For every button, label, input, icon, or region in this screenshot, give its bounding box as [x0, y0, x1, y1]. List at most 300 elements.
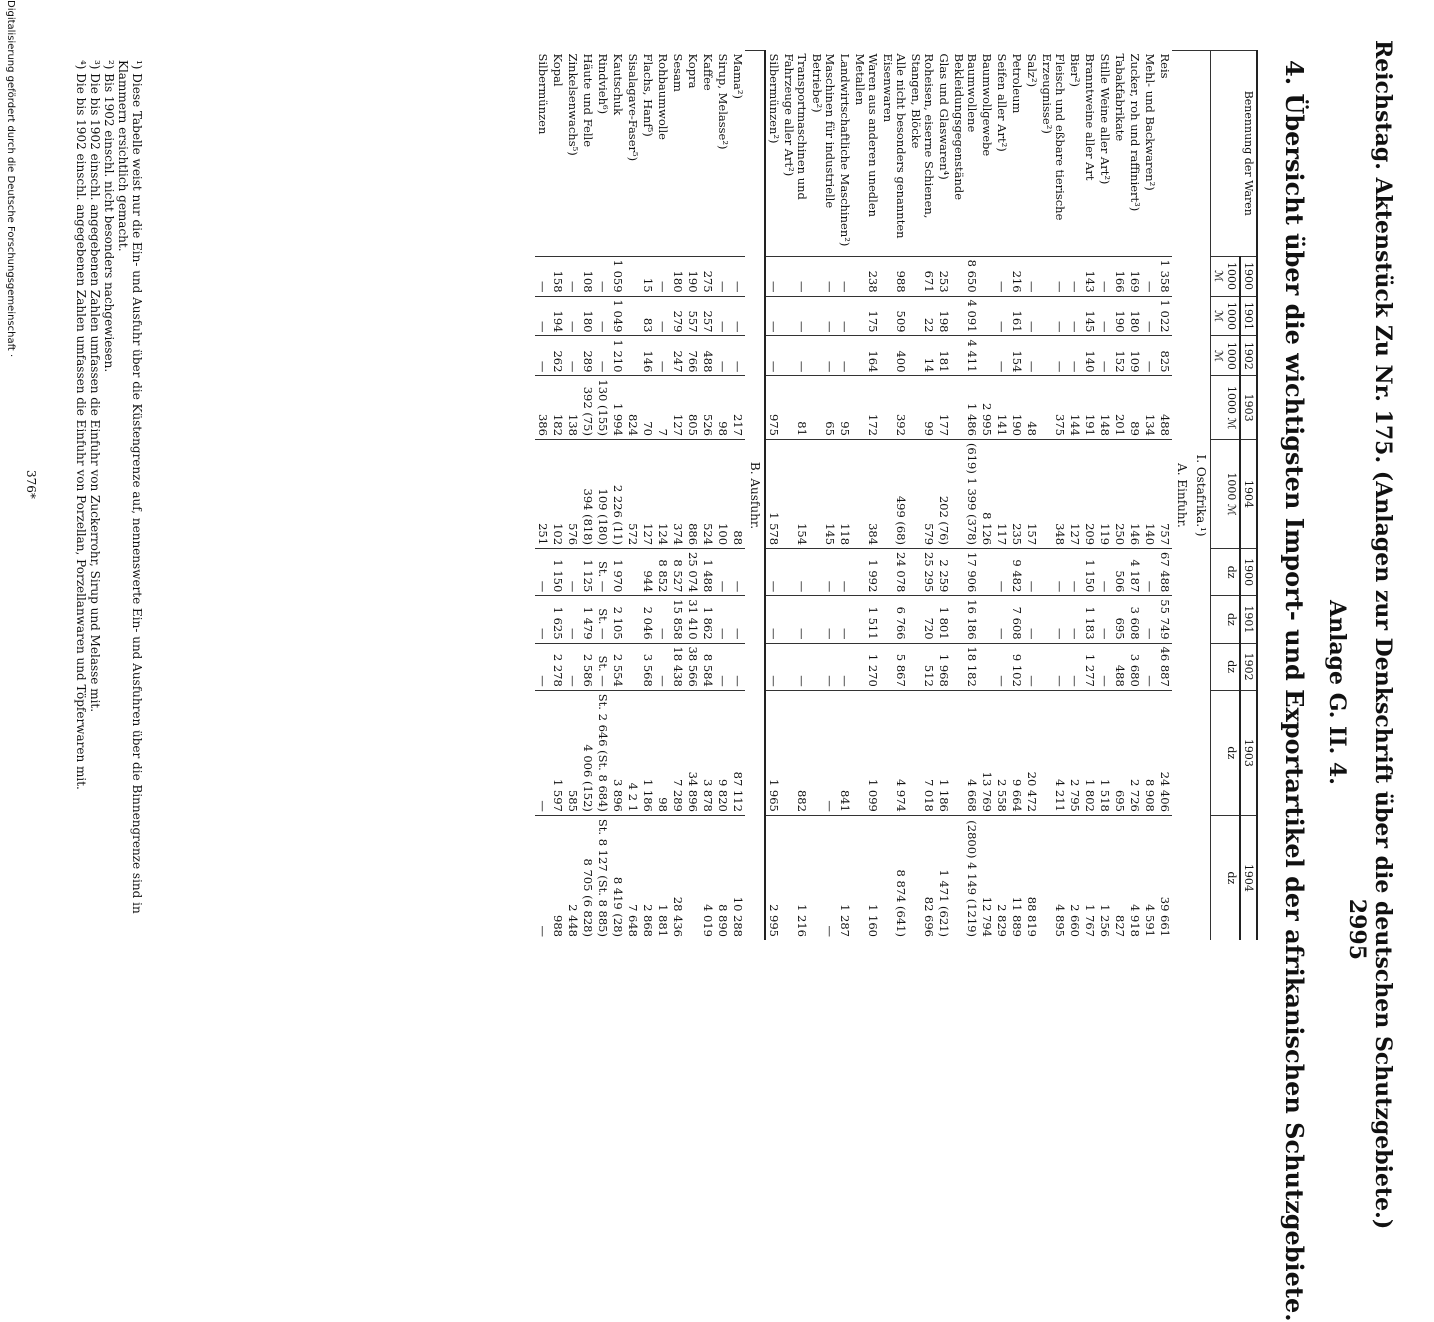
value-cell — [979, 296, 994, 336]
value-cell: 526 — [700, 376, 715, 440]
value-cell: 886 — [685, 439, 700, 548]
value-cell: 1 486 — [951, 376, 979, 440]
value-cell: 1 511 — [852, 596, 880, 643]
value-cell: 17 906 — [951, 549, 979, 596]
value-cell: — — [730, 336, 745, 376]
value-cell: — — [715, 596, 730, 643]
goods-label: Silbermünzen²) — [767, 53, 781, 144]
value-cell: 161 — [1009, 296, 1024, 336]
value-cell: 2 586 — [580, 643, 595, 690]
value-cell: 695 — [1112, 690, 1127, 815]
value-cell: — — [715, 643, 730, 690]
value-cell: 88 819 — [1024, 815, 1039, 940]
goods-label: Reis — [1158, 53, 1172, 79]
goods-label: Landwirtschaftliche Maschinen²) — [838, 53, 852, 247]
value-cell: 262 — [550, 336, 565, 376]
unit-header: 1000 ℳ — [1211, 336, 1241, 376]
value-cell: 805 — [685, 376, 700, 440]
value-cell: — — [1039, 256, 1067, 296]
value-cell: — — [535, 643, 550, 690]
section-heading: A. Einfuhr. — [1172, 51, 1191, 941]
value-cell: — — [994, 643, 1009, 690]
table-row — [1112, 51, 1127, 941]
value-cell: — — [1142, 256, 1157, 296]
value-cell: 488 — [700, 336, 715, 376]
value-cell: 154 — [781, 439, 809, 548]
value-cell: 1 210 — [610, 336, 625, 376]
value-cell: — — [781, 296, 809, 336]
value-cell: 1 479 — [580, 596, 595, 643]
value-cell: 251 — [535, 439, 550, 548]
value-cell: — — [715, 296, 730, 336]
value-cell: 1 256 — [1097, 815, 1112, 940]
value-cell: 117 — [994, 439, 1009, 548]
value-cell: — — [809, 256, 837, 296]
value-cell: — — [837, 596, 852, 643]
unit-header: dz — [1211, 690, 1241, 815]
value-cell: 24 406 — [1157, 690, 1172, 815]
table-row — [1024, 51, 1039, 941]
value-cell: 275 — [700, 256, 715, 296]
value-cell: 1 287 — [837, 815, 852, 940]
value-cell: 67 488 — [1157, 549, 1172, 596]
goods-label: Häute und Felle — [581, 53, 595, 148]
value-cell: — — [809, 336, 837, 376]
value-cell: 882 — [781, 690, 809, 815]
table-row — [1067, 51, 1082, 941]
value-cell: — — [837, 643, 852, 690]
value-cell: 164 — [852, 336, 880, 376]
value-cell: 180 — [670, 256, 685, 296]
value-cell: — — [655, 643, 670, 690]
table-row — [1009, 51, 1024, 941]
value-cell: 1 022 — [1157, 296, 1172, 336]
value-cell: 671 — [908, 256, 936, 296]
goods-label: Baumwollgewebe — [980, 53, 994, 157]
value-cell: 8 650 — [951, 256, 979, 296]
value-cell: 4 974 — [880, 690, 908, 815]
year-header: 1903 — [1240, 690, 1257, 815]
value-cell: 488 — [1112, 643, 1127, 690]
value-cell: 4 918 — [1127, 815, 1142, 940]
value-cell: — — [1067, 336, 1082, 376]
value-cell: — — [535, 815, 550, 940]
year-header: 1904 — [1240, 439, 1257, 548]
value-cell: 152 — [1112, 336, 1127, 376]
value-cell: 499 (68) — [880, 439, 908, 548]
value-cell: 7 289 — [670, 690, 685, 815]
value-cell: 1 597 — [550, 690, 565, 815]
table-row — [781, 51, 809, 941]
value-cell: 2 448 — [565, 815, 580, 940]
value-cell: 557 — [685, 296, 700, 336]
value-cell: 757 — [1157, 439, 1172, 548]
value-cell: — — [1142, 549, 1157, 596]
value-cell: 12 794 — [979, 815, 994, 940]
value-cell — [979, 256, 994, 296]
value-cell: 2 259 — [936, 549, 951, 596]
value-cell: — — [1067, 596, 1082, 643]
value-cell: — — [730, 296, 745, 336]
value-cell: 127 — [670, 376, 685, 440]
value-cell: — — [765, 596, 781, 643]
value-cell: — — [565, 296, 580, 336]
value-cell: 22 — [908, 296, 936, 336]
year-header: 1903 — [1240, 376, 1257, 440]
value-cell: (2800) 4 149 (1219) — [951, 815, 979, 940]
value-cell: 975 — [765, 376, 781, 440]
value-cell: 392 (75) — [580, 376, 595, 440]
value-cell: 1 186 — [936, 690, 951, 815]
table-row — [565, 51, 580, 941]
value-cell: 579 — [908, 439, 936, 548]
value-cell: 384 — [852, 439, 880, 548]
value-cell: 235 — [1009, 439, 1024, 548]
value-cell: 3 568 — [640, 643, 655, 690]
value-cell: 5 867 — [880, 643, 908, 690]
goods-label: Maschinen für industrielle Betriebe²) — [810, 53, 837, 209]
value-cell: 55 749 — [1157, 596, 1172, 643]
value-cell: 2 995 — [765, 815, 781, 940]
value-cell: 1 277 — [1082, 643, 1097, 690]
value-cell: (619) 1 399 (378) — [951, 439, 979, 548]
goods-header: Benennung der Waren — [1211, 51, 1258, 257]
value-cell: 157 — [1024, 439, 1039, 548]
value-cell: — — [1024, 296, 1039, 336]
section-row — [1191, 51, 1211, 941]
value-cell: 247 — [670, 336, 685, 376]
value-cell: 1 160 — [852, 815, 880, 940]
value-cell: 4 019 — [700, 815, 715, 940]
value-cell: — — [765, 549, 781, 596]
unit-header: 1000 ℳ — [1211, 376, 1241, 440]
goods-label: Roheisen, eiserne Schienen, Stangen, Blöcke — [909, 53, 936, 219]
value-cell: 2 660 — [1067, 815, 1082, 940]
value-cell: — — [595, 296, 610, 336]
page-number: 376* — [24, 470, 38, 499]
value-cell: 180 — [580, 296, 595, 336]
value-cell: — — [1097, 296, 1112, 336]
value-cell: 400 — [880, 336, 908, 376]
value-cell: 98 — [655, 690, 670, 815]
value-cell: — — [565, 596, 580, 643]
table-row — [1039, 51, 1067, 941]
value-cell: — — [994, 296, 1009, 336]
value-cell: — — [1024, 336, 1039, 376]
value-cell: St. — — [595, 643, 610, 690]
table-row — [670, 51, 685, 941]
value-cell: 20 472 — [1024, 690, 1039, 815]
value-cell: 190 — [685, 256, 700, 296]
value-cell: 217 — [730, 376, 745, 440]
value-cell: 348 — [1039, 439, 1067, 548]
goods-label: Seifen aller Art²) — [995, 53, 1009, 152]
year-header: 1902 — [1240, 643, 1257, 690]
value-cell: 8 705 (6 828) — [580, 815, 595, 940]
value-cell: 13 769 — [979, 690, 994, 815]
value-cell: — — [1067, 549, 1082, 596]
value-cell: — — [837, 549, 852, 596]
value-cell: 824 — [625, 376, 640, 440]
value-cell: 279 — [670, 296, 685, 336]
value-cell: — — [1142, 336, 1157, 376]
value-cell: 7 648 — [625, 815, 640, 940]
table-row — [580, 51, 595, 941]
year-header: 1900 — [1240, 256, 1257, 296]
goods-label: Kopal — [551, 53, 565, 87]
value-cell: 2 995 — [979, 376, 994, 440]
value-cell: 572 — [625, 439, 640, 548]
value-cell: St. — — [595, 596, 610, 643]
goods-label: Tabakfabrikate — [1113, 53, 1127, 142]
value-cell: — — [565, 549, 580, 596]
value-cell: 386 — [535, 376, 550, 440]
table-row — [700, 51, 715, 941]
table-row — [535, 51, 550, 941]
value-cell: — — [837, 296, 852, 336]
value-cell: 1 992 — [852, 549, 880, 596]
value-cell: 1 099 — [852, 690, 880, 815]
value-cell: 83 — [640, 296, 655, 336]
goods-label: Mehl- und Backwaren²) — [1143, 53, 1157, 191]
value-cell: 201 — [1112, 376, 1127, 440]
value-cell: 576 — [565, 439, 580, 548]
value-cell: 31 410 — [685, 596, 700, 643]
value-cell: 375 — [1039, 376, 1067, 440]
value-cell: 7 608 — [1009, 596, 1024, 643]
value-cell: 14 — [908, 336, 936, 376]
unit-header: 1000 ℳ — [1211, 439, 1241, 548]
value-cell: — — [1024, 643, 1039, 690]
value-cell: St. 2 646 (St. 8 684) — [595, 690, 610, 815]
value-cell: 98 — [715, 376, 730, 440]
value-cell — [979, 336, 994, 376]
table-row — [908, 51, 936, 941]
table-row — [1157, 51, 1172, 941]
value-cell: 1 862 — [700, 596, 715, 643]
table-row — [936, 51, 951, 941]
value-cell: 148 — [1097, 376, 1112, 440]
value-cell: 1 186 — [640, 690, 655, 815]
value-cell: — — [765, 336, 781, 376]
table-row — [1097, 51, 1112, 941]
value-cell: — — [730, 596, 745, 643]
appendix-label: Anlage G. II. 4. — [1324, 600, 1350, 785]
table-row — [852, 51, 880, 941]
value-cell: 2 795 — [1067, 690, 1082, 815]
goods-label: Kaffee — [701, 53, 715, 91]
value-cell: 1 059 — [610, 256, 625, 296]
value-cell: — — [655, 296, 670, 336]
value-cell: 2 278 — [550, 643, 565, 690]
table-row — [550, 51, 565, 941]
value-cell: 7 — [655, 376, 670, 440]
value-cell: 48 — [1024, 376, 1039, 440]
goods-label: Sesam — [671, 53, 685, 92]
value-cell: 109 — [1127, 336, 1142, 376]
goods-label: Flachs, Hanf⁵) — [641, 53, 655, 137]
goods-label: Rindvieh⁶) — [596, 53, 610, 115]
value-cell: 154 — [1009, 336, 1024, 376]
value-cell: 825 — [1157, 336, 1172, 376]
value-cell: — — [1067, 643, 1082, 690]
unit-header: dz — [1211, 643, 1241, 690]
value-cell: 1 767 — [1082, 815, 1097, 940]
value-cell: — — [730, 549, 745, 596]
year-header: 1900 — [1240, 549, 1257, 596]
value-cell: 506 — [1112, 549, 1127, 596]
value-cell: — — [1024, 549, 1039, 596]
value-cell: 4 006 (152) — [580, 690, 595, 815]
unit-header: dz — [1211, 815, 1241, 940]
value-cell: 166 — [1112, 256, 1127, 296]
value-cell: 585 — [565, 690, 580, 815]
goods-label: Branntweine aller Art — [1083, 53, 1097, 181]
value-cell: 6 766 — [880, 596, 908, 643]
goods-label: Stille Weine aller Art²) — [1098, 53, 1112, 185]
value-cell: 89 — [1127, 376, 1142, 440]
value-cell: — — [809, 643, 837, 690]
value-cell: 130 (155) — [595, 376, 610, 440]
value-cell: — — [765, 256, 781, 296]
value-cell: 238 — [852, 256, 880, 296]
value-cell: 141 — [994, 376, 1009, 440]
value-cell: 2 554 — [610, 643, 625, 690]
value-cell: — — [1097, 549, 1112, 596]
value-cell: — — [1039, 596, 1067, 643]
value-cell: — — [1024, 256, 1039, 296]
value-cell: 7 018 — [908, 690, 936, 815]
table-row — [1142, 51, 1157, 941]
value-cell: 18 438 — [670, 643, 685, 690]
goods-label: Sirup, Melasse²) — [716, 53, 730, 150]
value-cell: — — [781, 256, 809, 296]
value-cell: — — [715, 256, 730, 296]
value-cell: 944 — [640, 549, 655, 596]
footnote: ¹) Diese Tabelle weist nur die Ein- und Ausfuhr über die Küstengrenze auf, nennenswerte Ein- und Ausfuhren über die Binnengrenze sind in Klammern ersichtlich gemacht. — [116, 60, 144, 914]
value-cell: 1 358 — [1157, 256, 1172, 296]
year-header: 1901 — [1240, 596, 1257, 643]
value-cell: — — [994, 256, 1009, 296]
value-cell: 1 150 — [1082, 549, 1097, 596]
value-cell — [979, 549, 994, 596]
value-cell: 253 — [936, 256, 951, 296]
value-cell: 720 — [908, 596, 936, 643]
value-cell: — — [994, 336, 1009, 376]
document-title: 4. Übersicht über die wichtigsten Import- und Exportartikel der afrikanischen Schutzgebiete. — [1280, 60, 1309, 1322]
value-cell: 9 102 — [1009, 643, 1024, 690]
value-cell: 145 — [1082, 296, 1097, 336]
goods-label: Zucker, roh und raffiniert³) — [1128, 53, 1142, 212]
value-cell: — — [595, 256, 610, 296]
value-cell — [625, 256, 640, 296]
value-cell: — — [655, 256, 670, 296]
goods-label: Waren aus anderen unedlen Metallen — [853, 53, 880, 218]
year-header-row — [1240, 51, 1257, 941]
value-cell: — — [565, 336, 580, 376]
value-cell: — — [837, 256, 852, 296]
value-cell: 198 — [936, 296, 951, 336]
table-row — [730, 51, 745, 941]
value-cell: 127 — [1067, 439, 1082, 548]
value-cell: 1 802 — [1082, 690, 1097, 815]
unit-header: 1000 ℳ — [1211, 256, 1241, 296]
value-cell: 524 — [700, 439, 715, 548]
value-cell: 9 820 — [715, 690, 730, 815]
value-cell: 181 — [936, 336, 951, 376]
value-cell: 140 — [1082, 336, 1097, 376]
value-cell: — — [1067, 256, 1082, 296]
value-cell: 177 — [936, 376, 951, 440]
value-cell: 158 — [550, 256, 565, 296]
value-cell: 374 — [670, 439, 685, 548]
goods-label: Mama²) — [731, 53, 745, 99]
value-cell: 109 (180) — [595, 439, 610, 548]
value-cell: 134 — [1142, 376, 1157, 440]
table-row — [951, 51, 979, 941]
goods-label: Alle nicht besonders genannten Eisenwaren — [881, 53, 908, 239]
value-cell: 4 895 — [1039, 815, 1067, 940]
trade-table — [535, 50, 1258, 940]
value-cell: — — [809, 596, 837, 643]
section-heading: B. Ausfuhr. — [745, 51, 765, 941]
value-cell: 2 558 — [994, 690, 1009, 815]
value-cell: — — [837, 336, 852, 376]
value-cell: — — [765, 296, 781, 336]
value-cell: 289 — [580, 336, 595, 376]
value-cell: — — [1039, 549, 1067, 596]
value-cell: — — [1067, 296, 1082, 336]
value-cell: 10 288 — [730, 815, 745, 940]
value-cell: — — [655, 336, 670, 376]
value-cell: 4 091 — [951, 296, 979, 336]
table-row — [1082, 51, 1097, 941]
value-cell: 8 126 — [979, 439, 994, 548]
year-header: 1902 — [1240, 336, 1257, 376]
value-cell: 16 186 — [951, 596, 979, 643]
value-cell: — — [715, 549, 730, 596]
goods-label: Kautschuk — [611, 53, 625, 116]
value-cell: 146 — [1127, 439, 1142, 548]
value-cell: 202 (76) — [936, 439, 951, 548]
value-cell: — — [1142, 596, 1157, 643]
value-cell: 509 — [880, 296, 908, 336]
value-cell: 95 — [837, 376, 852, 440]
value-cell: 1 968 — [936, 643, 951, 690]
value-cell: 1 881 — [655, 815, 670, 940]
value-cell: 100 — [715, 439, 730, 548]
value-cell: 3 680 — [1127, 643, 1142, 690]
goods-label: Fleisch und eßbare tierische Erzeugnisse²) — [1040, 53, 1067, 221]
value-cell: — — [715, 336, 730, 376]
unit-header: 1000 ℳ — [1211, 296, 1241, 336]
value-cell: 99 — [908, 376, 936, 440]
section-row — [745, 51, 765, 941]
value-cell: St. — — [595, 549, 610, 596]
section-row — [1172, 51, 1191, 941]
value-cell: 15 858 — [670, 596, 685, 643]
footnotes — [74, 60, 144, 940]
value-cell: — — [781, 643, 809, 690]
goods-label: Glas und Glaswaren⁴) — [937, 53, 951, 180]
value-cell: 102 — [550, 439, 565, 548]
value-cell: 250 — [1112, 439, 1127, 548]
goods-label: Salz²) — [1025, 53, 1039, 88]
value-cell: 25 295 — [908, 549, 936, 596]
goods-label: Zinkelsenwachs⁵) — [566, 53, 580, 156]
value-cell: — — [1097, 256, 1112, 296]
value-cell: 39 661 — [1157, 815, 1172, 940]
